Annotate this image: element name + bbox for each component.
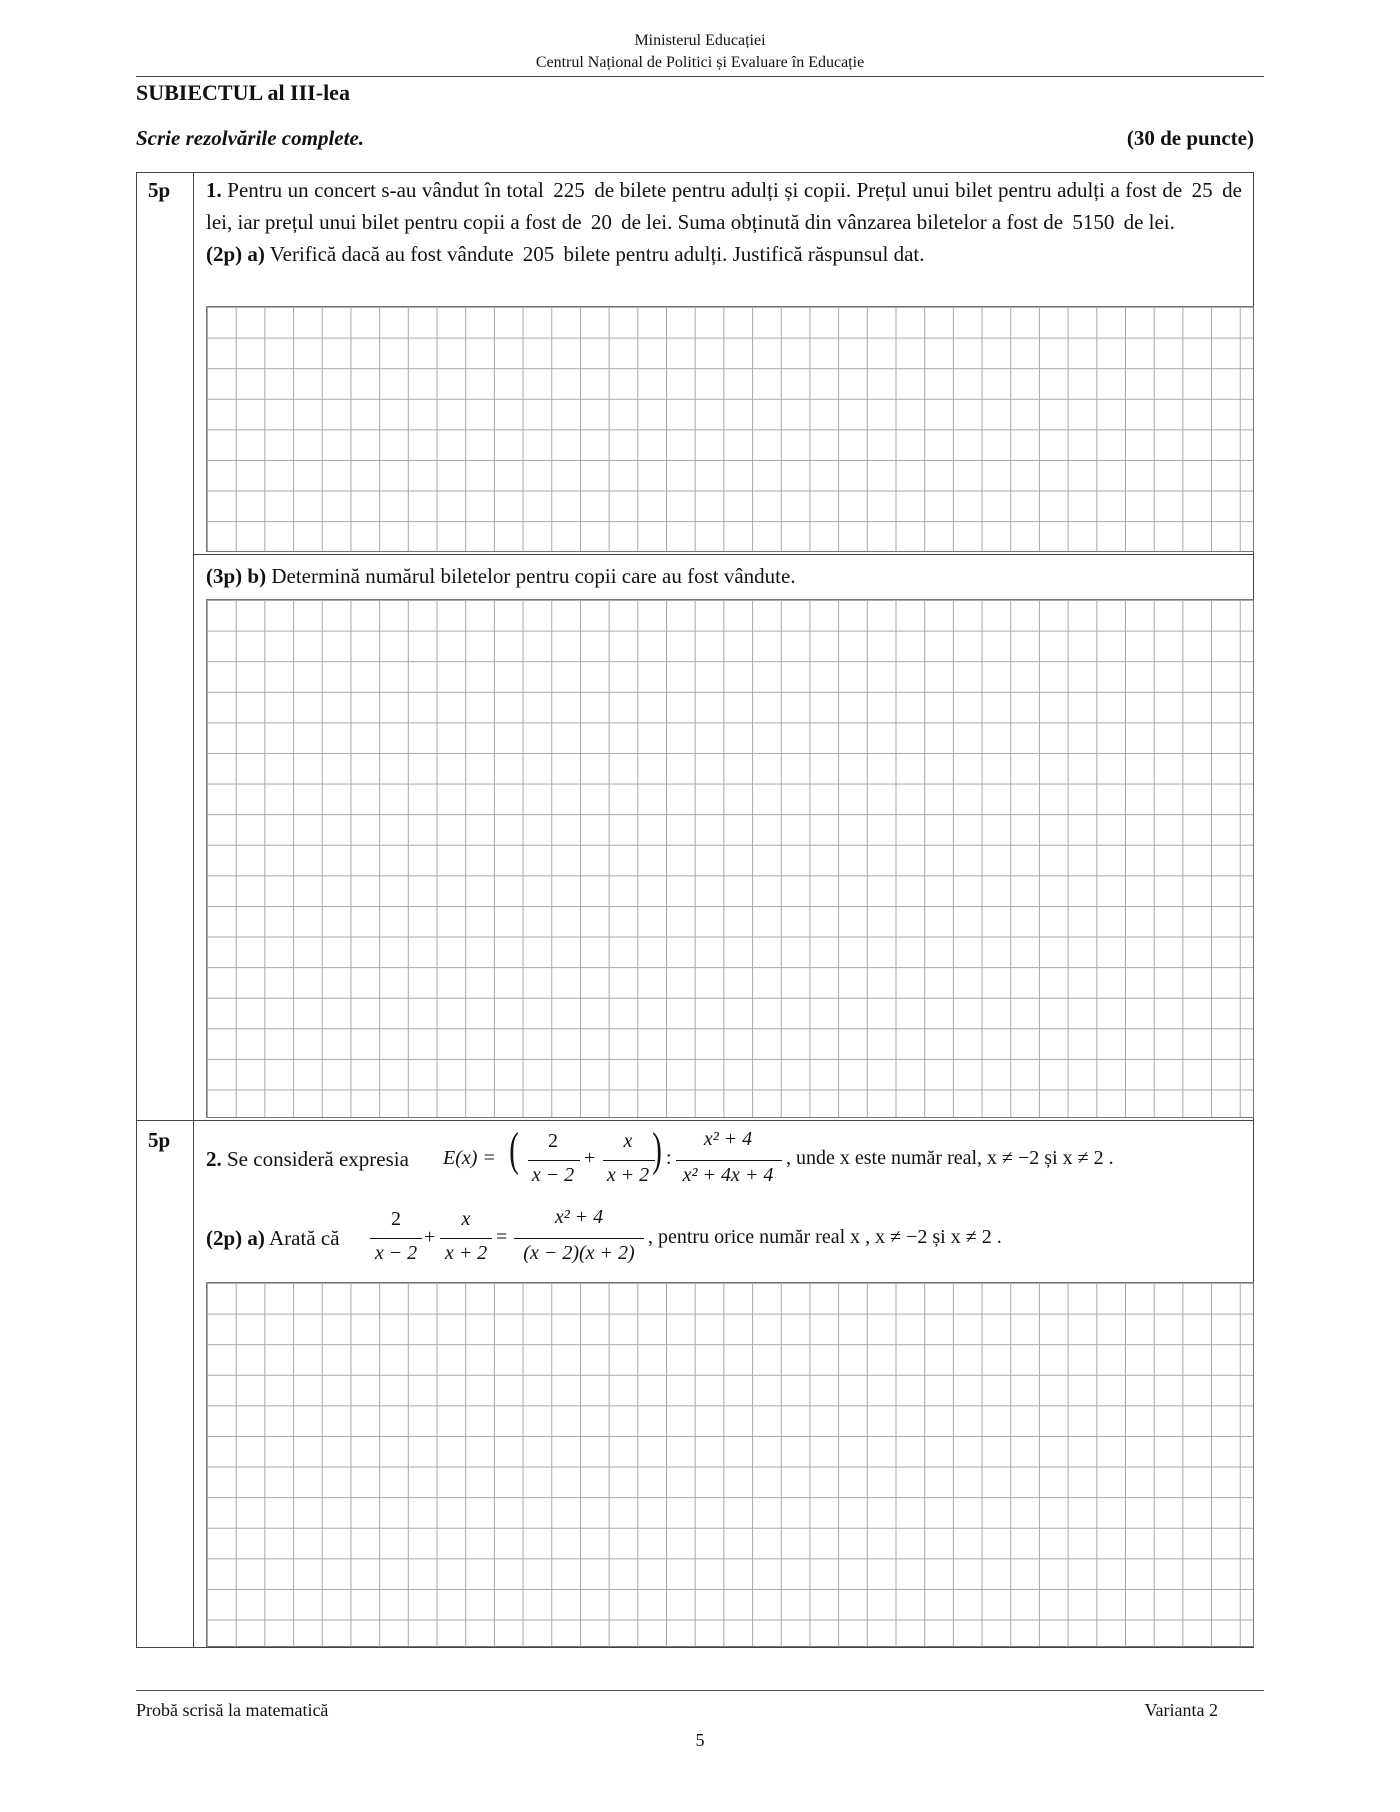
frac2-den: x + 2 xyxy=(606,1164,650,1186)
frac3-num: x² + 4 xyxy=(703,1128,753,1150)
document-header xyxy=(0,30,1400,74)
problem1-number: 1. xyxy=(206,178,222,202)
problem1-statement xyxy=(206,174,1242,270)
problem1-a-text-1: Verifică dacă au fost vândute xyxy=(269,242,514,266)
footer-variant: Varianta 2 xyxy=(1144,1700,1218,1720)
page-number: 5 xyxy=(695,1730,705,1750)
footer-rule xyxy=(136,1690,1264,1691)
a-frac1-den: x − 2 xyxy=(374,1242,418,1264)
plus-sign: + xyxy=(584,1147,596,1169)
frac1-num: 2 xyxy=(548,1130,558,1152)
frac2-num: x xyxy=(623,1130,633,1152)
problem1-b-text: Determină numărul biletelor pentru copii care au fost vândute. xyxy=(271,564,796,588)
a-equals-sign: = xyxy=(496,1226,508,1248)
a-frac1-bar xyxy=(370,1238,422,1239)
problem1-adult-price: 25 xyxy=(1191,178,1213,202)
problem2-points: 5p xyxy=(148,1128,171,1152)
a-frac2-den: x + 2 xyxy=(444,1242,488,1264)
domain-condition: , unde x este număr real, x ≠ −2 și x ≠ 2 . xyxy=(786,1147,1114,1169)
answer-grid-2a[interactable] xyxy=(206,1282,1254,1647)
problem1-text-b: de bilete pentru adulți și copii. Prețul unui bilet pentru adulți a fost de xyxy=(594,178,1183,202)
subject-title: SUBIECTUL al III-lea xyxy=(136,80,350,105)
header-rule xyxy=(136,76,1264,77)
problem1-b-statement xyxy=(206,560,1242,592)
problem1-a-value: 205 xyxy=(522,242,555,266)
problem2-intro xyxy=(206,1147,409,1172)
problem1-b-label: (3p) b) xyxy=(206,564,267,588)
problem1-total-tickets: 225 xyxy=(553,178,585,202)
a-rhs-num: x² + 4 xyxy=(554,1206,604,1228)
subject-points: (30 de puncte) xyxy=(1126,126,1254,150)
problem2-a-label: (2p) a) xyxy=(206,1226,265,1250)
problem1-text-e: de lei. xyxy=(1123,210,1175,234)
left-paren: ( xyxy=(509,1123,519,1176)
a-frac1-num: 2 xyxy=(391,1208,401,1230)
subject-instruction: Scrie rezolvările complete. xyxy=(136,126,365,150)
problem1-text-d: de lei. Suma obținută din vânzarea biletelor a fost de xyxy=(621,210,1064,234)
frac3-bar xyxy=(676,1160,782,1161)
center-name: Centrul Național de Politici și Evaluare în Educație xyxy=(535,54,865,71)
points-column-divider xyxy=(193,172,194,1648)
problem1-a-text-2: bilete pentru adulți. Justifică răspunsul dat. xyxy=(563,242,925,266)
problem1-child-price: 20 xyxy=(590,210,612,234)
problem1-points: 5p xyxy=(148,178,171,202)
right-paren: ) xyxy=(652,1123,662,1176)
footer-exam-name: Probă scrisă la matematică xyxy=(136,1700,329,1720)
a-plus-sign: + xyxy=(424,1226,436,1248)
frac3-den: x² + 4x + 4 xyxy=(682,1164,774,1186)
problem2-number: 2. xyxy=(206,1147,222,1171)
problem1-total-sum: 5150 xyxy=(1072,210,1115,234)
answer-grid-1b[interactable] xyxy=(206,599,1254,1118)
expr-lhs: E(x) = xyxy=(443,1147,496,1169)
frac2-bar xyxy=(603,1160,655,1161)
frac1-bar xyxy=(528,1160,580,1161)
problem1-text-a: Pentru un concert s-au vândut în total xyxy=(227,178,544,202)
a-frac2-bar xyxy=(440,1238,492,1239)
problem2-a-intro xyxy=(206,1226,340,1251)
frac1-den: x − 2 xyxy=(531,1164,575,1186)
answer-grid-1a[interactable] xyxy=(206,306,1254,552)
ministry-name: Ministerul Educației xyxy=(634,32,766,49)
problem2-intro-text: Se consideră expresia xyxy=(227,1147,409,1171)
problem-divider xyxy=(136,1120,1254,1121)
a-rhs-bar xyxy=(514,1238,644,1239)
a-frac2-num: x xyxy=(461,1208,471,1230)
problem1-text-c: de lei, iar prețul unui bilet pentru copii a fost de xyxy=(206,178,1242,234)
divide-sign: : xyxy=(666,1147,672,1169)
subquestion-divider xyxy=(193,554,1254,555)
problem2-a-text: Arată că xyxy=(269,1226,340,1250)
problem1-a-label: (2p) a) xyxy=(206,242,265,266)
a-rhs-den: (x − 2)(x + 2) xyxy=(523,1242,635,1264)
a-condition: , pentru orice număr real x , x ≠ −2 și x ≠ 2 . xyxy=(648,1226,1002,1248)
